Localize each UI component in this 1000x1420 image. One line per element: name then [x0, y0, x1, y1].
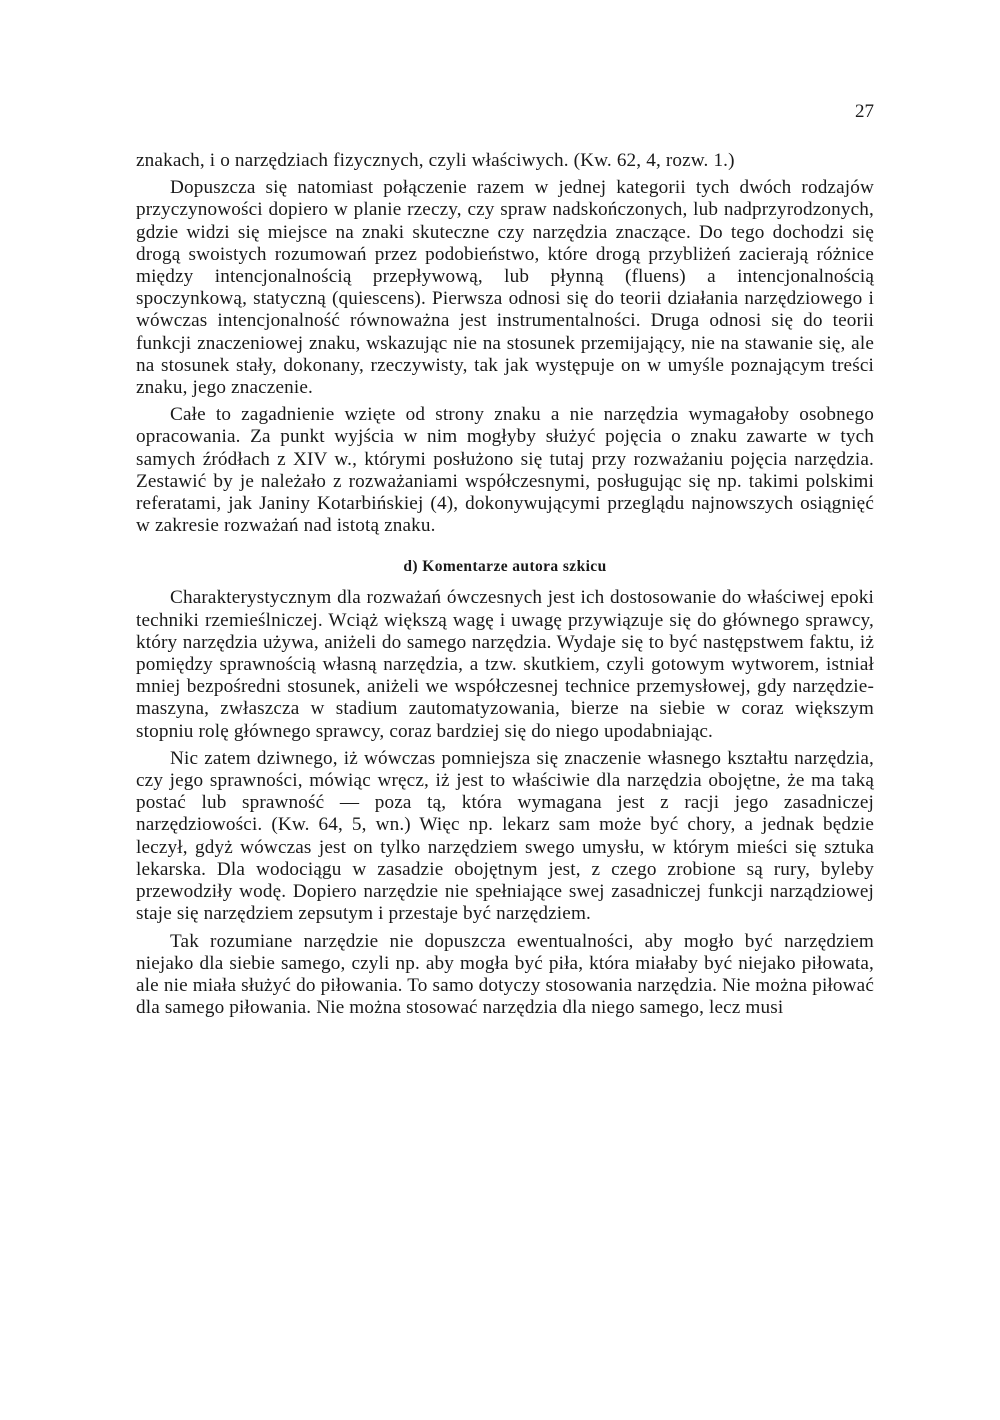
paragraph-tool-shape: Nic zatem dziwnego, iż wówczas pomniejsza się znaczenie własnego kształtu narzędzia, czy jego sprawności, mówiąc wręcz, iż jest to właściwie dla narzędzia obojętne, że ma taką postać lub sprawność — poza tą, która wymagana jest z racji jego zasadniczej narzędziowości. (Kw. 64, 5, wn.) Więc np. lekarz sam może być chory, a jednak będzie leczył, gdyż wówczas jest on tylko narzędziem swego umysłu, w którym mieści się sztuka lekarska. Dla wodociągu w zasadzie obojętnym jest, z czego zrobione są rury, byleby przewodziły wodę. Dopiero narzędzie nie spełniające swej zasadniczej funkcji narządziowej staje się narzędziem zepsutym i przestaje być narzędziem.	[136, 747, 874, 925]
paragraph-intentionality: Dopuszcza się natomiast połączenie razem w jednej kategorii tych dwóch rodzajów przyczynowości dopiero w planie rzeczy, czy spraw nadskończonych, lub nadprzyrodzonych, gdzie widzi się miejsce na znaki skuteczne czy narzędzia znaczące. Do tego dochodzi się drogą swoistych rozumowań przez podobieństwo, które drogą przybliżeń zacierają różnice między intencjonalnością przepływową, lub płynną (fluens) a intencjonalnością spoczynkową, statyczną (quiescens). Pierwsza odnosi się do teorii działania narzędziowego i wówczas intencjonalność równoważna jest instrumentalności. Druga odnosi się do teorii funkcji znaczeniowej znaku, wskazując nie na stosunek przemijający, nie na stawanie się, ale na stosunek stały, dokonany, rzeczywisty, tak jak występuje on w umyśle poznającym treści znaku, jego znaczenie.	[136, 177, 874, 399]
page-body	[136, 100, 874, 1019]
page-number: 27	[855, 101, 874, 122]
paragraph-tool-for-itself: Tak rozumiane narzędzie nie dopuszcza ewentualności, aby mogło być narzędziem niejako dla siebie samego, czyli np. aby mogła być piła, która miałaby być niejako piłowata, ale nie miała służyć do piłowania. To samo dotyczy stosowania narzędzia. Nie można piłować dla samego piłowania. Nie można stosować narzędzia dla niego samego, lecz musi	[136, 930, 874, 1019]
paragraph-continuation: znakach, i o narzędziach fizycznych, czyli właściwych. (Kw. 62, 4, rozw. 1.)	[136, 150, 735, 171]
paragraph-craft-technique: Charakterystycznym dla rozważań ówczesnych jest ich dostosowanie do właściwej epoki techniki rzemieślniczej. Wciąż większą wagę i uwagę przywiązuje się do głównego sprawcy, który narzędzia używa, aniżeli do samego narzędzia. Wydaje się to być następstwem faktu, iż pomiędzy sprawnością własną narzędzia, a tzw. skutkiem, czyli gotowym wytworem, istniał mniej bezpośredni stosunek, aniżeli we współczesnej technice przemysłowej, gdy narzędzie-maszyna, zwłaszcza w stadium zautomatyzowania, bierze na siebie w coraz większym stopniu rolę głównego sprawcy, coraz bardziej się do niego upodabniając.	[136, 587, 874, 742]
paragraph-sign-problem: Całe to zagadnienie wzięte od strony znaku a nie narzędzia wymagałoby osobnego opracowania. Za punkt wyjścia w nim mogłyby służyć pojęcia o znaku zawarte w tych samych źródłach z XIV w., którymi posłużono się tutaj przy rozważaniu pojęcia narzędzia. Zestawić by je należało z rozważaniami współczesnymi, posługując się np. takimi polskimi referatami, jak Janiny Kotarbińskiej (4), dokonywującymi przeglądu najnowszych osiągnięć w zakresie rozważań nad istotą znaku.	[136, 404, 874, 537]
section-heading: d) Komentarze autora szkicu	[403, 558, 607, 576]
body-text	[136, 150, 874, 1019]
